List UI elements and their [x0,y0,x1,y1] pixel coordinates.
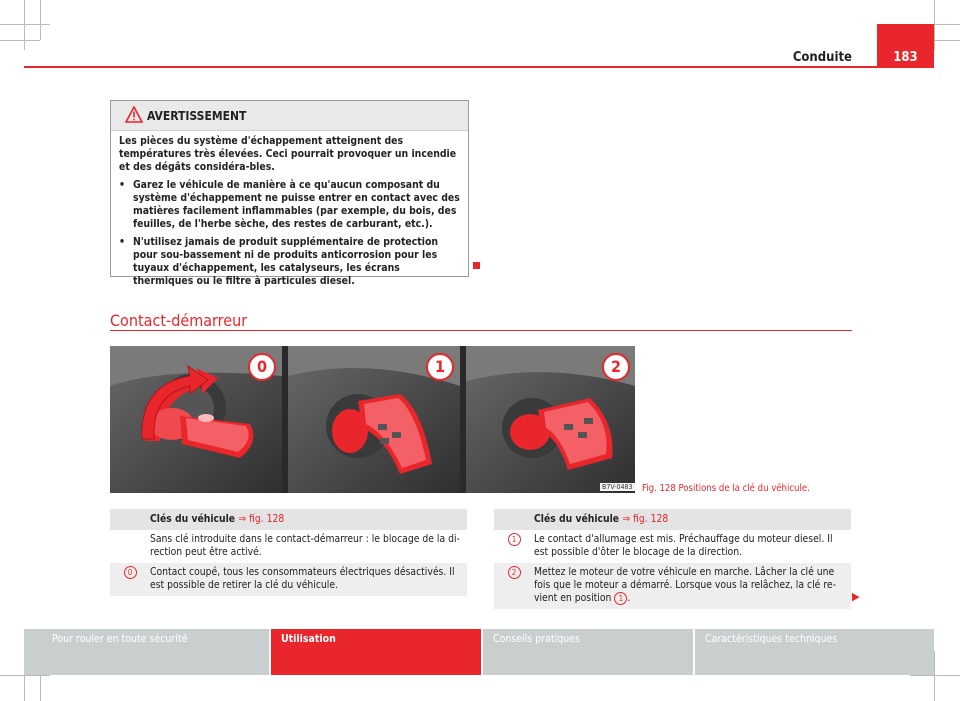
ignition-key-figure [110,346,635,493]
table-cell-text: Contact coupé, tous les consommateurs électriques désactivés. Il est possible de retirer la clé du véhicule. [150,563,467,596]
footer-tab-label: Pour rouler en toute sécurité [52,633,188,645]
section-title: Contact-démarreur [110,311,248,330]
footer-tab-caracteristiques[interactable] [695,629,934,675]
end-of-section-marker [473,262,480,269]
warning-bullet: • N'utilisez jamais de produit supplémentaire de protection pour sou-bassement ni de produits anticorrosion pour les tuyaux d'échappement, les catalyseurs, les écrans thermiques ou le filtre à particules diesel. [119,236,462,293]
warning-box [110,100,469,287]
table-row [110,530,467,563]
table-header-text: Clés du véhicule [534,513,623,525]
continue-arrow-icon: ▶ [852,590,860,603]
footer-tab-safety[interactable] [24,629,269,675]
warning-triangle-icon [125,106,143,123]
table-cell-text: Le contact d'allumage est mis. Préchauffage du moteur diesel. Il est possible d'ôter le blocage de la direction. [534,533,833,558]
table-cell-text: Sans clé introduite dans le contact-démarreur : le blocage de la di-rection peut être activé. [150,533,460,558]
position-label-0: 0 [248,353,276,381]
table-cell-text-tail: . [627,592,631,604]
table-header-text: Clés du véhicule [150,513,239,525]
figure-cross-reference: ⇒ fig. 128 [622,513,669,525]
warning-header [111,101,468,131]
footer-tab-label: Utilisation [281,633,336,645]
footer-tab-label: Caractéristiques techniques [705,633,838,645]
footer-tab-label: Conseils pratiques [493,633,580,645]
footer-tab-conseils[interactable] [483,629,693,675]
key-positions-table-right [494,509,851,609]
table-header-cell [150,509,467,530]
table-row [494,530,851,563]
table-cell-text [534,563,851,609]
table-header-row [494,509,851,530]
table-cell-text-main: Mettez le moteur de votre véhicule en marche. Lâcher la clé une fois que le moteur a démarré. Lorsque vous la relâchez, la clé re-vient en position [534,566,836,604]
position-key-badge: 0 [124,566,137,579]
crop-mark [934,651,935,701]
warning-title: AVERTISSEMENT [147,109,247,123]
section-rule [110,330,852,331]
crop-mark [910,675,960,676]
crop-mark [24,0,25,50]
position-key-badge: 2 [508,566,521,579]
warning-bullet-text: N'utilisez jamais de produit supplémentaire de protection pour sou-bassement ni de produits anticorrosion pour les tuyaux d'échappement, les catalyseurs, les écrans thermiques ou le filtre à particules diesel. [133,236,439,287]
position-label-2: 2 [602,353,630,381]
crop-mark [0,40,40,41]
crop-mark [0,675,50,676]
warning-bullet: • Garez le véhicule de manière à ce qu'aucun composant du système d'échappement ne puisse entrer en contact avec des matières facilement inflammables (par exemple, du bois, des feuilles, de l'herbe sèche, des restes de carburant, etc.). [119,179,462,236]
table-row [110,563,467,596]
position-key-badge: 1 [508,533,521,546]
position-label-1: 1 [426,353,454,381]
position-key-badge: 1 [614,592,627,605]
crop-mark [0,24,50,25]
rotation-arrow-icon [132,364,212,444]
footer-tab-utilisation[interactable] [271,629,481,675]
warning-body [111,131,468,293]
crop-mark [40,0,41,40]
figure-cross-reference: ⇒ fig. 128 [238,513,285,525]
table-row [494,563,851,609]
key-positions-table-left [110,509,467,596]
table-header-cell [534,509,851,530]
warning-intro: Les pièces du système d'échappement atteignent des températures très élevées. Ceci pourrait provoquer un incendie et des dégâts considéra-bles. [119,135,457,173]
header-section-title: Conduite [792,50,852,65]
crop-mark [934,0,935,50]
figure-caption: Fig. 128 Positions de la clé du véhicule. [642,483,810,494]
header-rule [24,66,934,68]
page-number: 183 [877,24,934,68]
warning-bullet-text: Garez le véhicule de manière à ce qu'aucun composant du système d'échappement ne puisse entrer en contact avec des matières facilement inflammables (par exemple, du bois, des feuilles, de l'herbe sèche, des restes de carburant, etc.). [133,179,460,230]
figure-reference-code: B7V-0483 [602,483,633,491]
table-header-row [110,509,467,530]
